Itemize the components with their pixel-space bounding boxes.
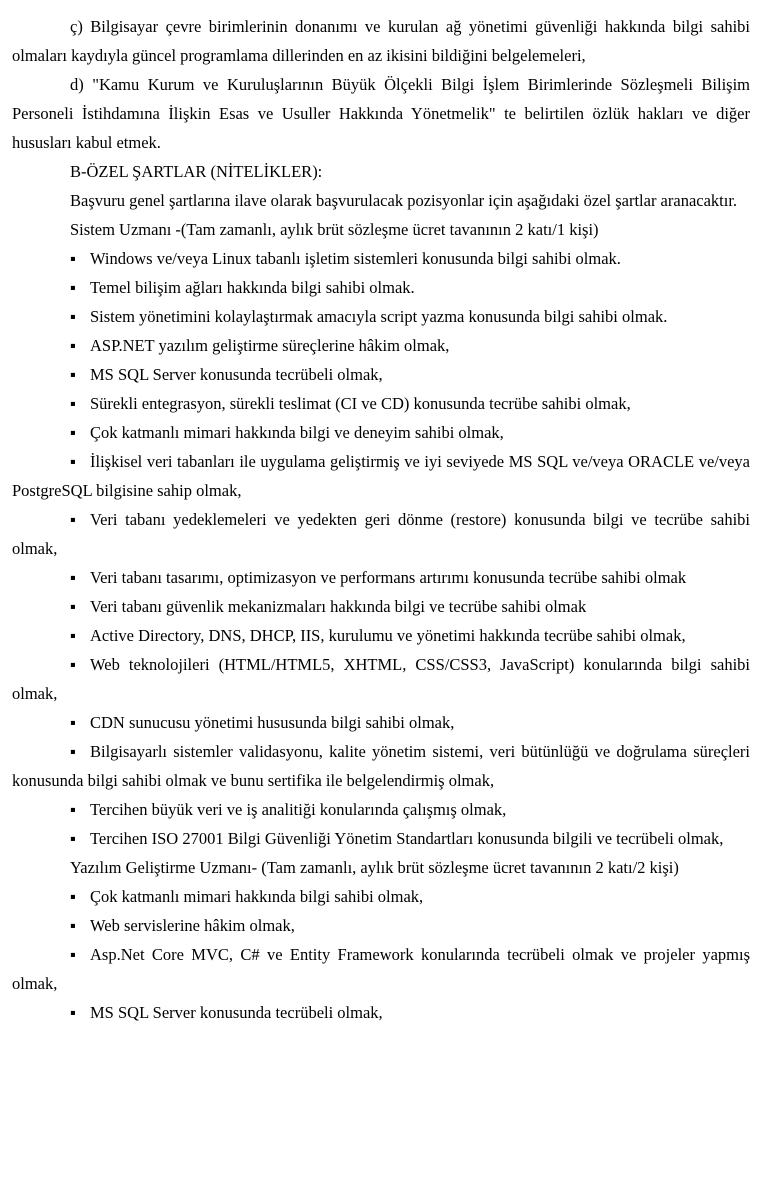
requirement-item <box>12 418 750 447</box>
requirement-item <box>12 795 750 824</box>
requirement-text: MS SQL Server konusunda tecrübeli olmak, <box>90 1003 383 1022</box>
bullet-icon: ▪ <box>70 365 76 384</box>
bullet-icon: ▪ <box>70 655 76 674</box>
requirements-list <box>12 882 750 1027</box>
requirement-text: Windows ve/veya Linux tabanlı işletim sistemleri konusunda bilgi sahibi olmak. <box>90 249 621 268</box>
requirement-text: Tercihen ISO 27001 Bilgi Güvenliği Yönetim Standartları konusunda bilgili ve tecrübeli olmak, <box>90 829 724 848</box>
requirement-item <box>12 563 750 592</box>
requirement-text: Çok katmanlı mimari hakkında bilgi ve deneyim sahibi olmak, <box>90 423 504 442</box>
requirement-text: MS SQL Server konusunda tecrübeli olmak, <box>90 365 383 384</box>
requirement-text: Tercihen büyük veri ve iş analitiği konularında çalışmış olmak, <box>90 800 507 819</box>
bullet-icon: ▪ <box>70 916 76 935</box>
position-title: Sistem Uzmanı -(Tam zamanlı, aylık brüt sözleşme ücret tavanının 2 katı/1 kişi) <box>70 220 599 239</box>
requirement-item <box>12 389 750 418</box>
bullet-icon: ▪ <box>70 945 76 964</box>
bullet-icon: ▪ <box>70 394 76 413</box>
requirement-item <box>12 708 750 737</box>
requirement-text: İlişkisel veri tabanları ile uygulama geliştirmiş ve iyi seviyede MS SQL ve/veya ORACLE ve/veya PostgreSQL bilgisine sahip olmak, <box>12 452 750 500</box>
requirement-text: Sistem yönetimini kolaylaştırmak amacıyla script yazma konusunda bilgi sahibi olmak. <box>90 307 668 326</box>
requirement-item <box>12 737 750 795</box>
requirement-text: Web teknolojileri (HTML/HTML5, XHTML, CSS/CSS3, JavaScript) konularında bilgi sahibi olmak, <box>12 655 750 703</box>
requirement-item <box>12 592 750 621</box>
position-software-developer <box>12 853 750 1027</box>
bullet-icon: ▪ <box>70 510 76 529</box>
requirement-item <box>12 621 750 650</box>
requirement-text: Çok katmanlı mimari hakkında bilgi sahibi olmak, <box>90 887 424 906</box>
requirement-text: Sürekli entegrasyon, sürekli teslimat (CI ve CD) konusunda tecrübe sahibi olmak, <box>90 394 631 413</box>
bullet-icon: ▪ <box>70 423 76 442</box>
section-heading-special-conditions: B-ÖZEL ŞARTLAR (NİTELİKLER): <box>70 162 323 181</box>
requirement-item <box>12 244 750 273</box>
paragraph-c-condition: ç) Bilgisayar çevre birimlerinin donanımı ve kurulan ağ yönetimi güvenliği hakkında bilgi sahibi olmaları kaydıyla güncel programlama dillerinden en az ikisini bildiğini belgelemeleri, <box>12 17 750 65</box>
position-system-specialist <box>12 215 750 853</box>
bullet-icon: ▪ <box>70 887 76 906</box>
bullet-icon: ▪ <box>70 742 76 761</box>
requirement-text: Web servislerine hâkim olmak, <box>90 916 295 935</box>
requirement-text: Veri tabanı yedeklemeleri ve yedekten geri dönme (restore) konusunda bilgi ve tecrübe sahibi olmak, <box>12 510 750 558</box>
requirement-item <box>12 650 750 708</box>
requirement-text: ASP.NET yazılım geliştirme süreçlerine hâkim olmak, <box>90 336 450 355</box>
requirement-text: Temel bilişim ağları hakkında bilgi sahibi olmak. <box>90 278 415 297</box>
requirement-text: Asp.Net Core MVC, C# ve Entity Framework konularında tecrübeli olmak ve projeler yapmış olmak, <box>12 945 750 993</box>
bullet-icon: ▪ <box>70 249 76 268</box>
paragraph-special-conditions-intro: Başvuru genel şartlarına ilave olarak başvurulacak pozisyonlar için aşağıdaki özel şartlar aranacaktır. <box>70 191 738 210</box>
requirement-text: Veri tabanı güvenlik mekanizmaları hakkında bilgi ve tecrübe sahibi olmak <box>90 597 587 616</box>
requirements-list <box>12 244 750 853</box>
requirement-item <box>12 302 750 331</box>
requirement-item <box>12 505 750 563</box>
requirement-item <box>12 273 750 302</box>
requirement-item <box>12 911 750 940</box>
requirement-item <box>12 824 750 853</box>
requirement-item <box>12 360 750 389</box>
requirement-item <box>12 447 750 505</box>
bullet-icon: ▪ <box>70 713 76 732</box>
bullet-icon: ▪ <box>70 307 76 326</box>
requirement-item <box>12 998 750 1027</box>
bullet-icon: ▪ <box>70 626 76 645</box>
bullet-icon: ▪ <box>70 568 76 587</box>
bullet-icon: ▪ <box>70 336 76 355</box>
bullet-icon: ▪ <box>70 1003 76 1022</box>
requirement-item <box>12 882 750 911</box>
requirement-item <box>12 331 750 360</box>
position-title: Yazılım Geliştirme Uzmanı- (Tam zamanlı, aylık brüt sözleşme ücret tavanının 2 katı/2 kişi) <box>70 858 679 877</box>
bullet-icon: ▪ <box>70 829 76 848</box>
bullet-icon: ▪ <box>70 800 76 819</box>
requirement-item <box>12 940 750 998</box>
bullet-icon: ▪ <box>70 452 76 471</box>
bullet-icon: ▪ <box>70 597 76 616</box>
bullet-icon: ▪ <box>70 278 76 297</box>
requirement-text: Active Directory, DNS, DHCP, IIS, kurulumu ve yönetimi hakkında tecrübe sahibi olmak, <box>90 626 686 645</box>
paragraph-d-condition: d) "Kamu Kurum ve Kuruluşlarının Büyük Ölçekli Bilgi İşlem Birimlerinde Sözleşmeli Bilişim Personeli İstihdamına İlişkin Esas ve Usuller Hakkında Yönetmelik" te belirtilen özlük hakları ve diğer hususları kabul etmek. <box>12 75 750 152</box>
requirement-text: CDN sunucusu yönetimi hususunda bilgi sahibi olmak, <box>90 713 455 732</box>
requirement-text: Bilgisayarlı sistemler validasyonu, kalite yönetim sistemi, veri bütünlüğü ve doğrulama süreçleri konusunda bilgi sahibi olmak ve bunu sertifika ile belgelendirmiş olmak, <box>12 742 750 790</box>
requirement-text: Veri tabanı tasarımı, optimizasyon ve performans artırımı konusunda tecrübe sahibi olmak <box>90 568 687 587</box>
